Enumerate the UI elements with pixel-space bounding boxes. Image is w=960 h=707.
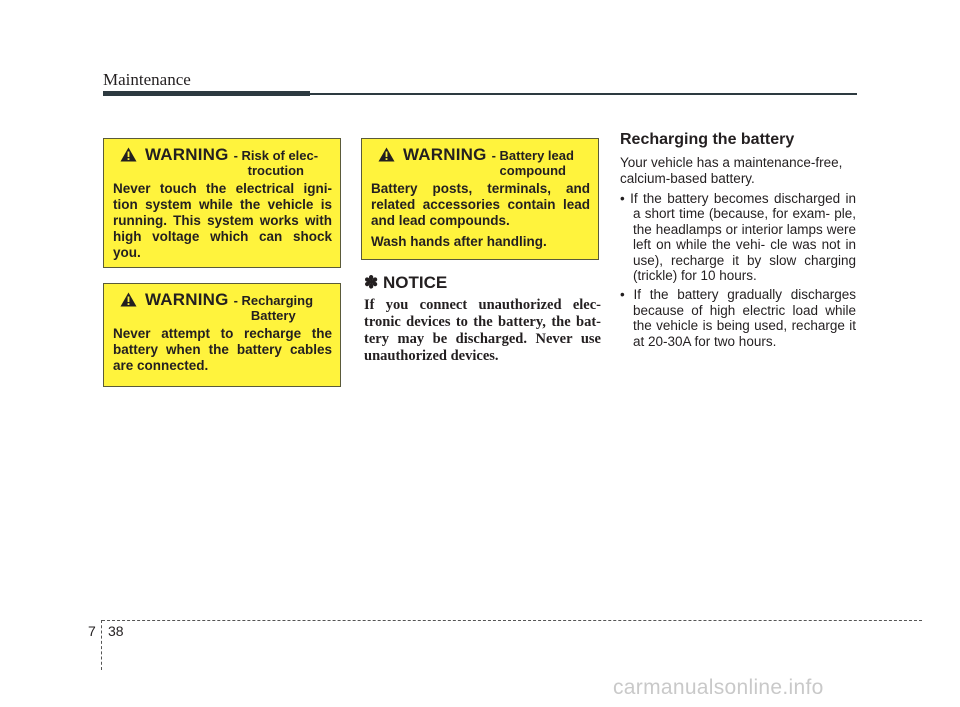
page-header-title: Maintenance xyxy=(103,70,191,89)
warning-label: WARNING xyxy=(403,145,487,164)
chapter-number: 7 xyxy=(88,623,96,639)
warning-subtitle: - Recharging Battery xyxy=(233,293,314,323)
warning-label: WARNING xyxy=(145,290,229,309)
notice-body: If you connect unauthorized elec- tronic devices to the battery, the bat- tery may be discharged. Never use unauthorized devices. xyxy=(364,297,601,364)
recharging-section xyxy=(620,131,856,353)
header-rule-thin xyxy=(310,93,857,95)
watermark: carmanualsonline.info xyxy=(613,676,824,699)
footer-rule xyxy=(102,620,922,621)
warning-body-text: Never touch the electrical igni- tion system while the vehicle is running. This system works with high voltage which can shock you. xyxy=(113,181,332,260)
warning-triangle-icon xyxy=(120,147,137,162)
warning-triangle-icon xyxy=(120,292,137,307)
list-item-text: If the battery gradually discharges because of high electric load while the vehicle is being used, recharge it at 20-30A for two hours. xyxy=(633,287,856,349)
warning-subtitle: - Battery lead compound xyxy=(491,148,574,178)
warning-subtitle: - Risk of elec- trocution xyxy=(233,148,319,178)
section-intro: Your vehicle has a maintenance-free, calcium-based battery. xyxy=(620,155,843,186)
section-title: Recharging the battery xyxy=(620,131,795,148)
warning-body xyxy=(113,181,332,261)
footer-divider xyxy=(101,620,102,670)
list-item: • If the battery becomes discharged in a short time (because, for exam- ple, the headlamps or interior lamps were left on while the vehi- cle was not in use), recharge it by slow charging (trickle) for 10 hours. xyxy=(620,191,857,284)
warning-body xyxy=(113,326,332,374)
warning-body xyxy=(371,181,590,250)
list-item: • If the battery gradually discharges because of high electric load while the vehicle is being used, recharge it at 20-30A for two hours. xyxy=(620,287,856,349)
warning-label: WARNING xyxy=(145,145,229,164)
warning-box-electrocution xyxy=(103,138,341,268)
warning-triangle-icon xyxy=(378,147,395,162)
warning-body-text: Battery posts, terminals, and related accessories contain lead and lead compounds. xyxy=(371,181,590,228)
warning-box-lead-compound xyxy=(361,138,599,260)
warning-box-recharging xyxy=(103,283,341,387)
notice-title: ✽ NOTICE xyxy=(364,273,448,292)
page-number: 38 xyxy=(108,623,124,639)
warning-body-text: Wash hands after handling. xyxy=(371,234,547,249)
warning-body-text: Never attempt to recharge the battery when the battery cables are connected. xyxy=(113,326,332,373)
header-rule-thick xyxy=(103,91,310,96)
list-item-text: If the battery becomes discharged in a short time (because, for exam- ple, the headlamps or interior lamps were left on while the vehi- cle was not in use), recharge it by slow charging (trickle) for 10 hours. xyxy=(630,191,857,284)
